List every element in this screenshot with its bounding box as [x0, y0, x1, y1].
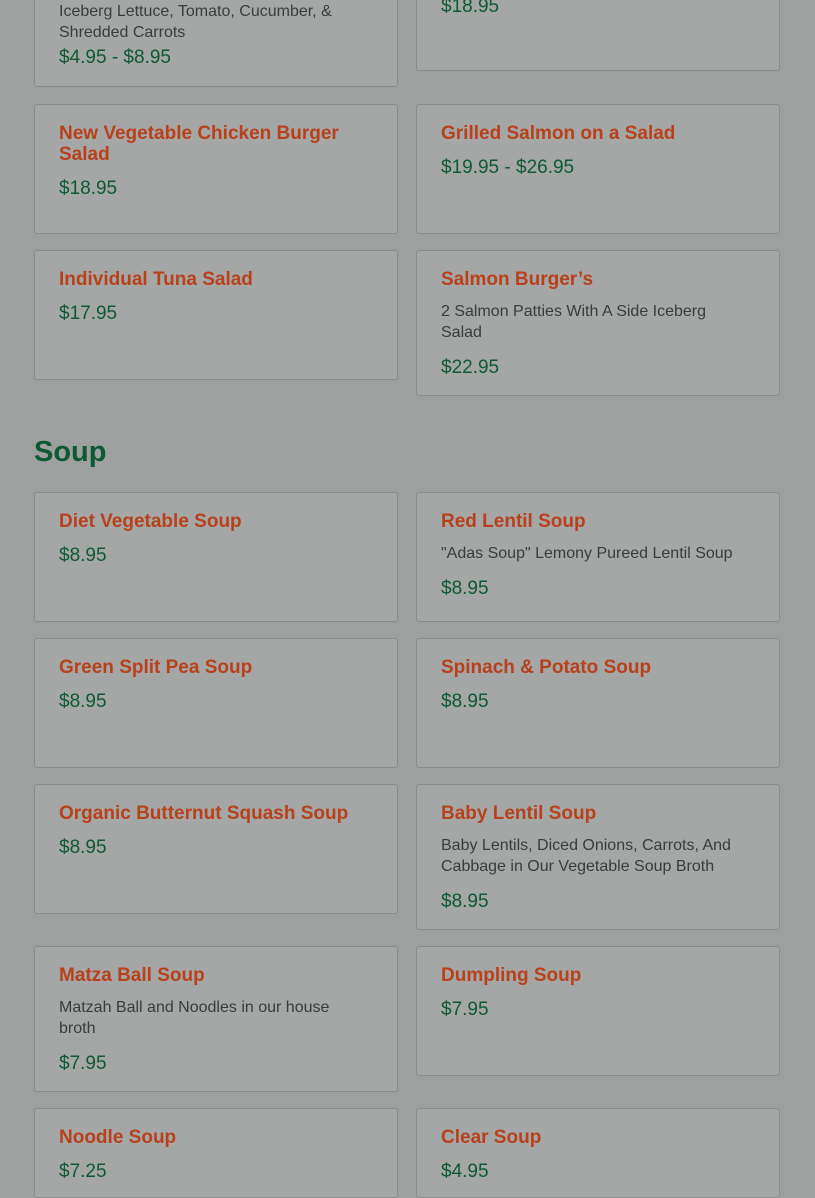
item-price: $18.95: [441, 0, 500, 17]
menu-item-card[interactable]: [416, 1108, 780, 1198]
menu-item-card[interactable]: [416, 784, 780, 930]
item-price: $19.95 - $26.95: [441, 157, 575, 178]
menu-item-card[interactable]: [416, 638, 780, 768]
item-title: Baby Lentil Soup: [441, 803, 597, 824]
item-title: Individual Tuna Salad: [59, 269, 253, 290]
item-title: Clear Soup: [441, 1127, 542, 1148]
item-description: "Adas Soup" Lemony Pureed Lentil Soup: [441, 545, 733, 562]
item-price: $8.95: [441, 891, 489, 912]
menu-item-card[interactable]: [34, 104, 398, 234]
item-title: Noodle Soup: [59, 1127, 177, 1148]
menu-item-card[interactable]: [416, 946, 780, 1076]
item-price: $22.95: [441, 357, 500, 378]
item-title: Salmon Burger’s: [441, 269, 594, 290]
item-description: Matzah Ball and Noodles in our house broth: [59, 999, 330, 1037]
item-title: Matza Ball Soup: [59, 965, 205, 986]
menu-item-card[interactable]: [34, 784, 398, 914]
item-price: $8.95: [441, 691, 489, 712]
item-title: Spinach & Potato Soup: [441, 657, 652, 678]
menu-item-card[interactable]: [34, 638, 398, 768]
item-price: $17.95: [59, 303, 118, 324]
menu-item-card[interactable]: [34, 492, 398, 622]
item-title: Organic Butternut Squash Soup: [59, 803, 349, 824]
menu-item-card[interactable]: [416, 104, 780, 234]
item-description: Iceberg Lettuce, Tomato, Cucumber, & Shredded Carrots: [59, 3, 332, 41]
section-heading-soup: Soup: [34, 436, 107, 468]
item-title: New Vegetable Chicken Burger Salad: [59, 123, 339, 165]
menu-item-card[interactable]: [34, 1108, 398, 1198]
item-price: $8.95: [59, 545, 107, 566]
menu-item-card[interactable]: [416, 492, 780, 622]
item-price: $8.95: [441, 578, 489, 599]
item-price: $8.95: [59, 691, 107, 712]
menu-item-card[interactable]: [416, 250, 780, 396]
item-description: Baby Lentils, Diced Onions, Carrots, And Cabbage in Our Vegetable Soup Broth: [441, 837, 731, 875]
item-price: $7.25: [59, 1161, 107, 1182]
item-price: $4.95 - $8.95: [59, 47, 171, 68]
item-price: $18.95: [59, 178, 118, 199]
item-description: 2 Salmon Patties With A Side Iceberg Salad: [441, 303, 707, 341]
item-title: Red Lentil Soup: [441, 511, 586, 532]
item-title: Diet Vegetable Soup: [59, 511, 242, 532]
item-price: $7.95: [59, 1053, 107, 1074]
item-price: $8.95: [59, 837, 107, 858]
item-title: Grilled Salmon on a Salad: [441, 123, 676, 144]
item-title: Green Split Pea Soup: [59, 657, 253, 678]
item-price: $4.95: [441, 1161, 489, 1182]
item-price: $7.95: [441, 999, 489, 1020]
menu-item-card[interactable]: [34, 0, 398, 87]
menu-item-card[interactable]: [416, 0, 780, 71]
item-title: Dumpling Soup: [441, 965, 582, 986]
menu-item-card[interactable]: [34, 250, 398, 380]
menu-item-card[interactable]: [34, 946, 398, 1092]
